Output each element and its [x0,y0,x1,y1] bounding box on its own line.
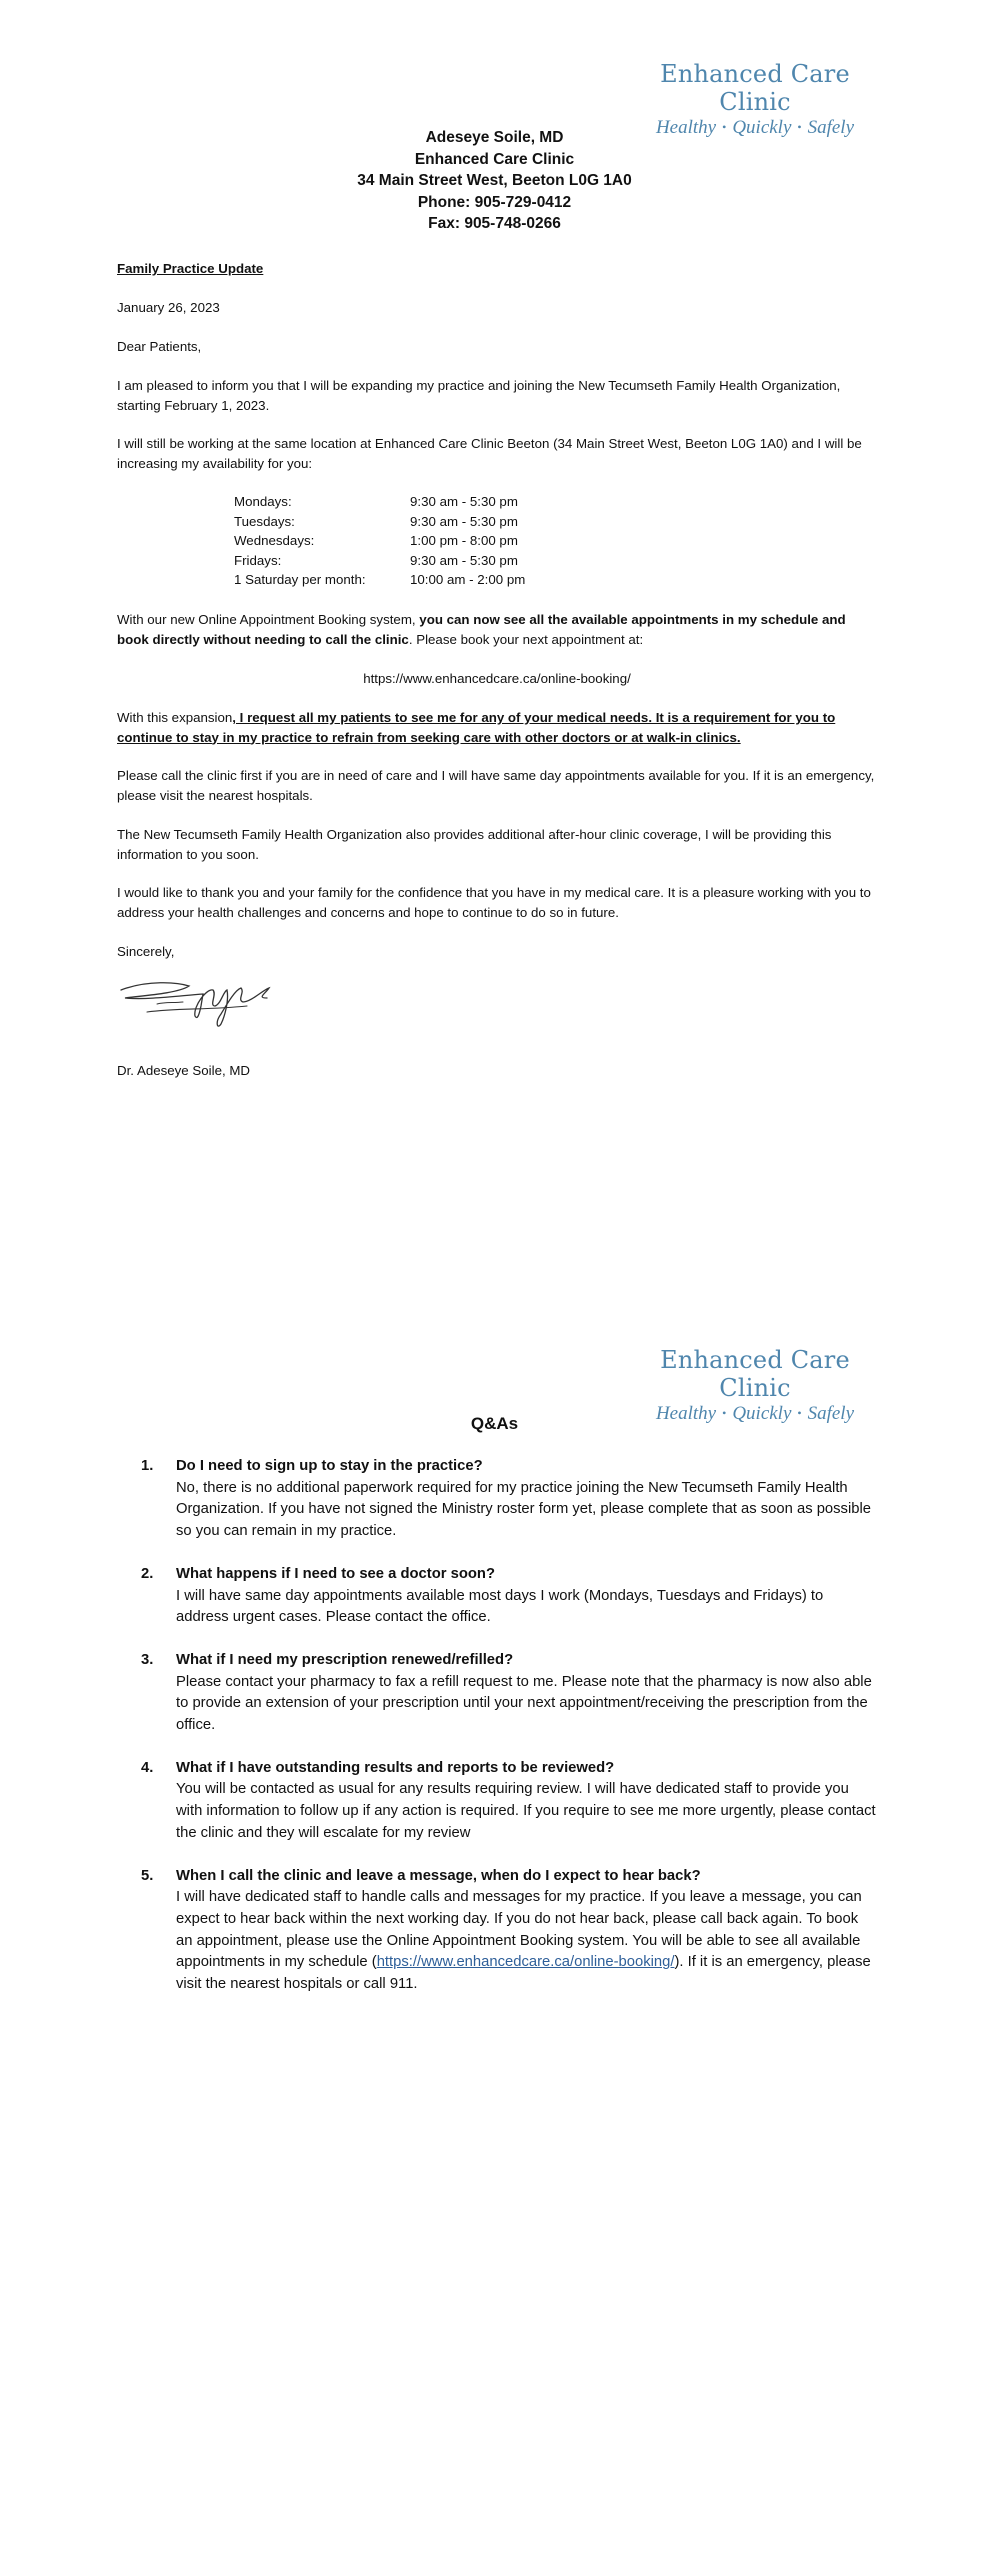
qa-item [141,1564,877,1629]
qa-number: 3. [141,1651,154,1668]
letter-title: Family Practice Update [117,261,264,276]
letter-date: January 26, 2023 [117,300,220,315]
clinic-phone: Phone: 905-729-0412 [417,193,572,211]
qa-page [0,1280,989,2560]
schedule-row: 1 Saturday per month: 10:00 am - 2:00 pm [234,572,526,588]
logo-name: Enhanced Care Clinic [660,60,850,116]
booking-url[interactable]: https://www.enhancedcare.ca/online-booking/ [363,671,631,686]
paragraph-requirement: With this expansion, I request all my patients to see me for any of your medical needs. It is a requirement for you to continue to stay in my practice to refrain from seeking care with other doctors or at walk-in clinics. [117,710,836,745]
letterhead [0,127,989,235]
qa-answer: I will have same day appointments available most days I work (Mondays, Tuesdays and Fridays) to address urgent cases. Please contact the office. [176,1587,824,1626]
greeting: Dear Patients, [117,339,202,354]
logo-name: Enhanced Care Clinic [660,1346,850,1402]
clinic-name: Enhanced Care Clinic [414,150,575,168]
qa-number: 4. [141,1759,154,1776]
paragraph-location: I will still be working at the same location at Enhanced Care Clinic Beeton (34 Main Street West, Beeton L0G 1A0) and I will be increasing my availability for you: [117,436,862,471]
logo-tagline: Healthy • Quickly • Safely [655,117,855,138]
schedule-row: Tuesdays: 9:30 am - 5:30 pm [234,513,518,529]
clinic-fax: Fax: 905-748-0266 [428,215,561,232]
qa-question: What if I need my prescription renewed/refilled? [176,1651,514,1668]
schedule-row: Mondays: 9:30 am - 5:30 pm [234,494,518,509]
qa-answer: You will be contacted as usual for any results requiring review. I will have dedicated staff to provide you with information to follow up if any action is required. If you require to see me more urgently, please contact the clinic and they will escalate for my review [176,1781,876,1841]
doctor-name: Adeseye Soile, MD [425,129,564,146]
clinic-address: 34 Main Street West, Beeton L0G 1A0 [357,172,632,189]
logo-tagline: Healthy • Quickly • Safely [655,1403,855,1424]
paragraph-coverage: The New Tecumseth Family Health Organization also provides additional after-hour clinic coverage, I will be providing this information to you soon. [117,827,832,862]
schedule-row: Fridays: 9:30 am - 5:30 pm [234,552,518,568]
qa-number: 1. [141,1458,154,1474]
signoff-name: Dr. Adeseye Soile, MD [117,1063,251,1078]
qa-answer: Please contact your pharmacy to fax a refill request to me. Please note that the pharmacy is now also able to provide an extension of your prescription until your next appointment/receiving the prescription from the office. [176,1673,872,1734]
qa-item [141,1758,877,1845]
paragraph-booking: With our new Online Appointment Booking system, you can now see all the available appointments in my schedule and book directly without needing to call the clinic. Please book your next appointment at: [117,612,846,647]
qa-title: Q&As [470,1414,519,1433]
closing: Sincerely, [117,944,175,959]
online-booking-link[interactable]: https://www.enhancedcare.ca/online-booking/ [376,1954,675,1971]
availability-schedule [234,492,525,590]
qa-list [141,1456,877,2017]
qa-number: 2. [141,1565,154,1582]
qa-answer: I will have dedicated staff to handle calls and messages for my practice. If you leave a message, you can expect to hear back within the next working day. If you do not hear back, please call back again. To book an appointment, please use the Online Appointment Booking system. You will be able to see all available appointments in my schedule (https://www.enhancedcare.ca/online-booking/). If it is an emergency, please visit the nearest hospitals or call 911. [176,1889,871,1993]
qa-item [141,1650,877,1737]
qa-item [141,1866,877,1996]
qa-question: What happens if I need to see a doctor soon? [176,1565,495,1582]
qa-answer: No, there is no additional paperwork required for my practice joining the New Tecumseth Family Health Organization. If you have not signed the Ministry roster form yet, please complete that as soon as possible so you can remain in my practice. [176,1479,871,1540]
paragraph-thanks: I would like to thank you and your family for the confidence that you have in my medical care. It is a pleasure working with you to address your health challenges and concerns and hope to continue to do so in future. [117,885,871,920]
qa-question: What if I have outstanding results and reports to be reviewed? [176,1759,615,1776]
paragraph-expansion: I am pleased to inform you that I will be expanding my practice and joining the New Tecumseth Family Health Organization, starting February 1, 2023. [117,378,841,413]
qa-question: When I call the clinic and leave a message, when do I expect to hear back? [176,1867,701,1884]
qa-question: Do I need to sign up to stay in the practice? [176,1458,483,1474]
qa-number: 5. [141,1867,154,1884]
qa-item [141,1456,877,1543]
schedule-row: Wednesdays: 1:00 pm - 8:00 pm [234,533,518,549]
handwritten-signature [117,976,277,1041]
paragraph-call-clinic: Please call the clinic first if you are in need of care and I will have same day appointments available for you. If it is an emergency, please visit the nearest hospitals. [117,768,875,803]
